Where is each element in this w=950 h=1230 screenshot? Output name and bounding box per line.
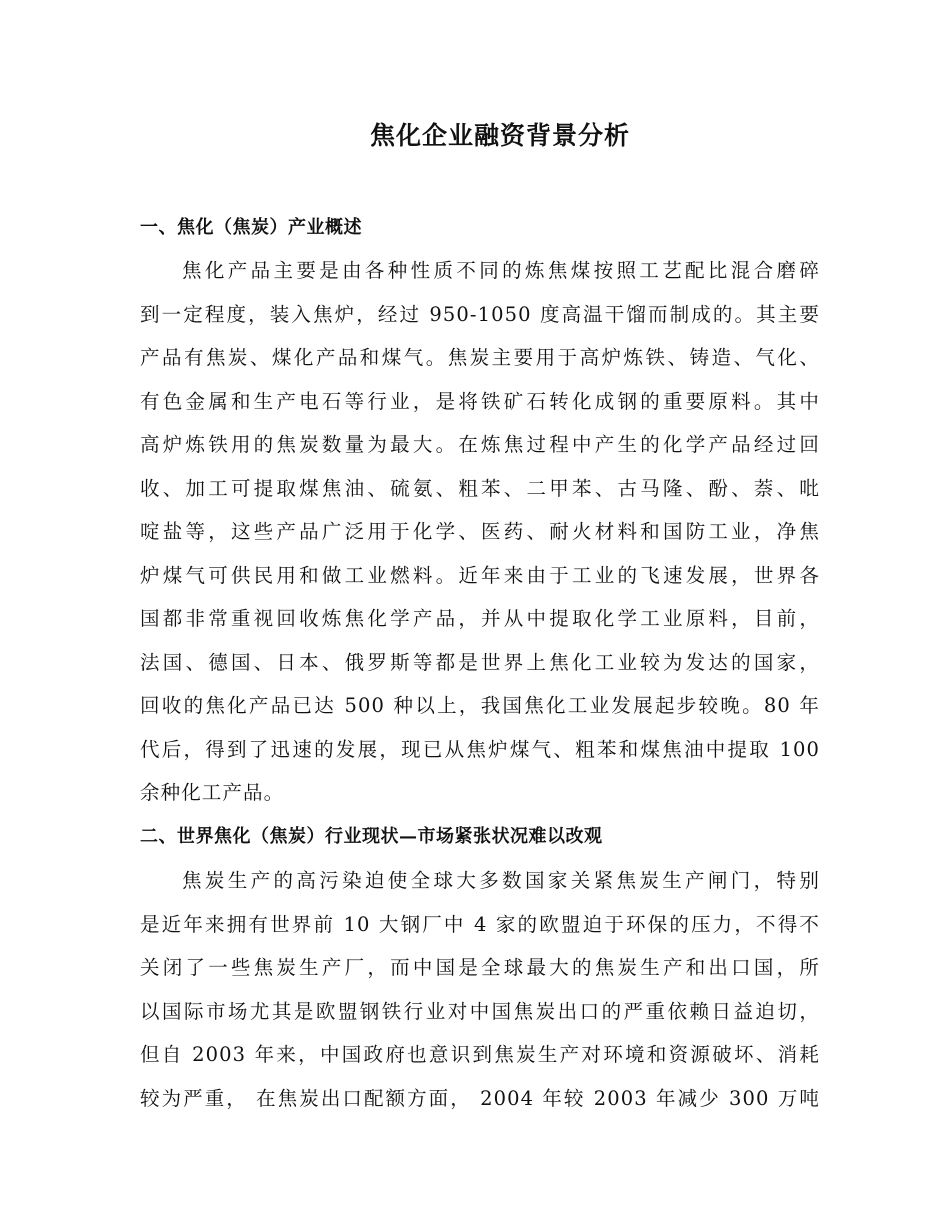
paragraph-line: 焦炭生产的高污染迫使全球大多数国家关紧焦炭生产闸门，特别 [182,869,820,892]
paragraph-line: 是近年来拥有世界前 10 大钢厂中 4 家的欧盟迫于环保的压力，不得不 [140,912,820,936]
paragraph-line: 焦化产品主要是由各种性质不同的炼焦煤按照工艺配比混合磨碎 [182,259,820,282]
section-paragraph-overview [140,253,820,819]
paragraph-line: 啶盐等，这些产品广泛用于化学、医药、耐火材料和国防工业，净焦 [140,520,820,543]
paragraph-line: 以国际市场尤其是欧盟钢铁行业对中国焦炭出口的严重依赖日益迫切， [140,999,820,1023]
paragraph-line: 余种化工产品。 [140,781,285,804]
paragraph-line: 回收的焦化产品已达 500 种以上，我国焦化工业发展起步较晚。80 年 [140,694,820,717]
paragraph-line: 到一定程度，装入焦炉，经过 950-1050 度高温干馏而制成的。其主要 [140,302,820,326]
section-heading-world-status: 二、世界焦化（焦炭）行业现状—市场紧张状况难以改观 [140,826,603,847]
paragraph-line: 国都非常重视回收炼焦化学产品，并从中提取化学工业原料，目前， [140,607,820,630]
paragraph-line: 炉煤气可供民用和做工业燃料。近年来由于工业的飞速发展，世界各 [140,563,820,587]
paragraph-line: 关闭了一些焦炭生产厂，而中国是全球最大的焦炭生产和出口国，所 [140,956,820,979]
paragraph-line: 代后，得到了迅速的发展，现已从焦炉煤气、粗苯和煤焦油中提取 100 [140,737,820,761]
section-heading-overview: 一、焦化（焦炭）产业概述 [140,217,362,238]
paragraph-line: 产品有焦炭、煤化产品和煤气。焦炭主要用于高炉炼铁、铸造、气化、 [140,346,820,369]
paragraph-line: 高炉炼铁用的焦炭数量为最大。在炼焦过程中产生的化学产品经过回 [140,433,820,456]
paragraph-line: 但自 2003 年来，中国政府也意识到焦炭生产对环境和资源破坏、消耗 [140,1043,820,1066]
document-title: 焦化企业融资背景分析 [369,121,630,150]
paragraph-line: 较为严重， 在焦炭出口配额方面， 2004 年较 2003 年减少 300 万吨 [140,1086,820,1110]
paragraph-line: 有色金属和生产电石等行业，是将铁矿石转化成钢的重要原料。其中 [140,389,820,413]
paragraph-line: 收、加工可提取煤焦油、硫氨、粗苯、二甲苯、古马隆、酚、萘、吡 [140,476,820,500]
paragraph-line: 法国、德国、日本、俄罗斯等都是世界上焦化工业较为发达的国家， [140,650,820,674]
section-paragraph-world-status [140,863,820,1124]
